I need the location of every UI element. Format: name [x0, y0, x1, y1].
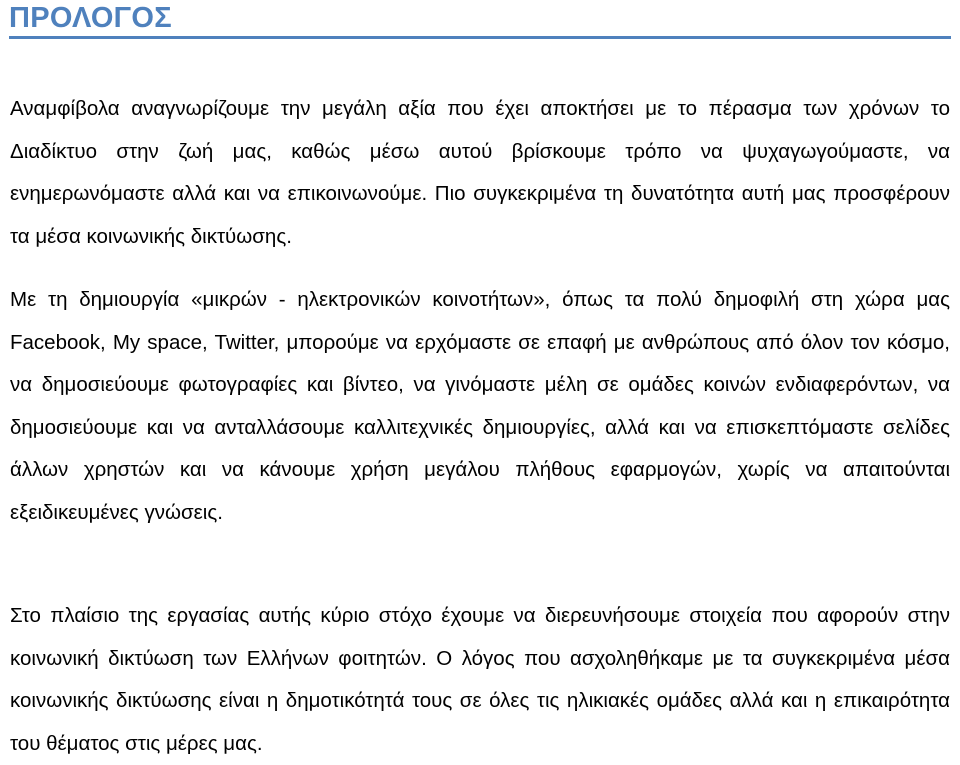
paragraph-3: Στο πλαίσιο της εργασίας αυτής κύριο στόχο έχουμε να διερευνήσουμε στοιχεία που αφορούν στην κοινωνική δικτύωση των Ελλήνων φοιτητών. Ο λόγος που ασχοληθήκαμε με τα συγκεκριμένα μέσα κοινωνικής δικτύωσης είναι η δημοτικότητά τους σε όλες τις ηλικιακές ομάδες αλλά και η επικαιρότητα του θέματος στις μέρες μας. [10, 604, 950, 755]
paragraph-2: Με τη δημιουργία «μικρών - ηλεκτρονικών κοινοτήτων», όπως τα πολύ δημοφιλή στη χώρα μας Facebook, My space, Twitter, μπορούμε να ερχόμαστε σε επαφή με ανθρώπους από όλον τον κόσμο, να δημοσιεύουμε φωτογραφίες και βίντεο, να γινόμαστε μέλη σε ομάδες κοινών ενδιαφερόντων, να δημοσιεύουμε και να ανταλλάσουμε καλλιτεχνικές δημιουργίες, αλλά και να επισκεπτόμαστε σελίδες άλλων χρηστών και να κάνουμε χρήση μεγάλου πλήθους εφαρμογών, χωρίς να απαιτούνται εξειδικευμένες γνώσεις. [10, 288, 950, 524]
page-title: ΠΡΟΛΟΓΟΣ [9, 2, 172, 34]
heading-underline [9, 36, 951, 39]
paragraph-1: Αναμφίβολα αναγνωρίζουμε την μεγάλη αξία που έχει αποκτήσει με το πέρασμα των χρόνων το Διαδίκτυο στην ζωή μας, καθώς μέσω αυτού βρίσκουμε τρόπο να ψυχαγωγούμαστε, να ενημερωνόμαστε αλλά και να επικοινωνούμε. Πιο συγκεκριμένα τη δυνατότητα αυτή μας προσφέρουν τα μέσα κοινωνικής δικτύωσης. [10, 97, 950, 248]
